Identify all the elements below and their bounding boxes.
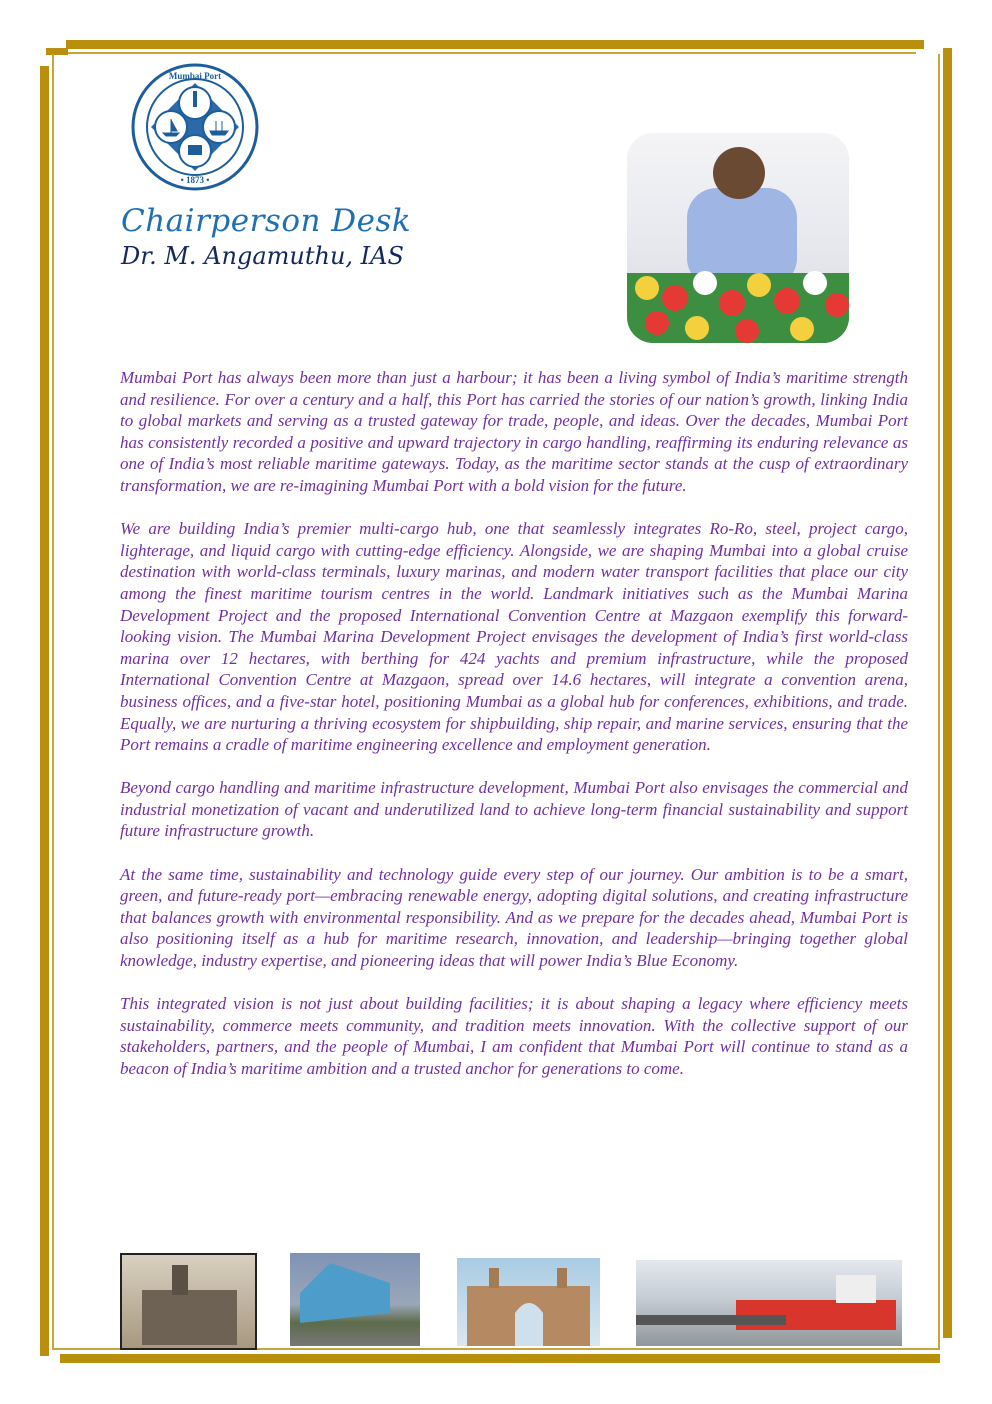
chairperson-photo: [627, 133, 849, 343]
border-top: [66, 40, 924, 49]
border-bottom: [60, 1354, 940, 1363]
paragraph: At the same time, sustainability and technology guide every step of our journey. Our ambition is to be a smart, green, and future-ready port—embracing renewable energy, adopting digital solutions, and creating infrastructure that balances growth with environmental responsibility. And as we prepare for the decades ahead, Mumbai Port is also positioning itself as a hub for maritime research, innovation, and leadership—bringing together global knowledge, industry expertise, and pioneering ideas that will power India’s Blue Economy.: [120, 864, 908, 971]
paragraph: This integrated vision is not just about building facilities; it is about shaping a legacy where efficiency meets sustainability, commerce meets community, and tradition meets innovation. With the collective support of our stakeholders, partners, and the people of Mumbai, I am confident that Mumbai Port will continue to stand as a beacon of India’s maritime ambition and a trusted anchor for generations to come.: [120, 994, 908, 1078]
message-body: [120, 367, 908, 1101]
tanker-ship-photo: [636, 1260, 902, 1346]
border-top-inner: [54, 52, 916, 54]
chairperson-name: Dr. M. Angamuthu, IAS: [121, 242, 404, 270]
svg-text:Mumbai Port: Mumbai Port: [168, 71, 222, 81]
border-right: [943, 48, 952, 1338]
border-right-inner: [938, 54, 940, 1350]
paragraph: Beyond cargo handling and maritime infrastructure development, Mumbai Port also envisages the commercial and industrial monetization of vacant and underutilized land to achieve long-term financial sustainability and support future infrastructure growth.: [120, 778, 908, 841]
border-left-inner: [52, 54, 54, 1350]
mumbai-port-authority-logo: [130, 63, 260, 191]
border-left: [40, 66, 49, 1356]
paragraph: We are building India’s premier multi-cargo hub, one that seamlessly integrates Ro-Ro, steel, project cargo, lighterage, and liquid cargo with cutting-edge efficiency. Alongside, we are shaping Mumbai into a global cruise destination with world-class terminals, luxury marinas, and modern water transport facilities that place our city among the finest maritime tourism centres in the world. Landmark initiatives such as the Mumbai Marina Development Project and the proposed International Convention Centre at Mazgaon exemplify this forward-looking vision. The Mumbai Marina Development Project envisages the development of India’s first world-class marina over 12 hectares, with berthing for 424 yachts and premium infrastructure, while the proposed International Convention Centre at Mazgaon, spread over 14.6 hectares, will integrate a convention arena, business offices, and a five-star hotel, positioning Mumbai as a global hub for conferences, exhibitions, and trade. Equally, we are nurturing a thriving ecosystem for shipbuilding, ship repair, and marine services, ensuring that the Port remains a cradle of maritime engineering excellence and employment generation.: [120, 519, 908, 755]
page-title: Chairperson Desk: [121, 203, 412, 239]
paragraph: Mumbai Port has always been more than just a harbour; it has been a living symbol of India’s maritime strength and resilience. For over a century and a half, this Port has carried the stories of our nation’s growth, linking India to global markets and serving as a trusted gateway for trade, people, and ideas. Over the decades, Mumbai Port has consistently recorded a positive and upward trajectory in cargo handling, reaffirming its enduring relevance as one of India’s most reliable maritime gateways. Today, as the maritime sector stands at the cusp of extraordinary transformation, we are re-imagining Mumbai Port with a bold vision for the future.: [120, 368, 908, 495]
gateway-of-india-photo: [457, 1258, 600, 1346]
heritage-building-photo: [120, 1253, 257, 1350]
convention-centre-render: [290, 1253, 420, 1346]
svg-text:• 1873 •: • 1873 •: [180, 175, 210, 185]
border-top-left-corner: [46, 48, 68, 55]
